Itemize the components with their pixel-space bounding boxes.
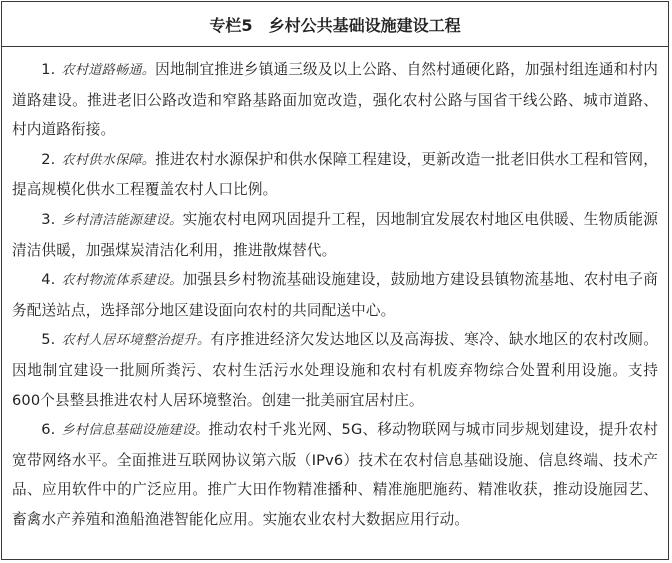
item-paragraph	[12, 205, 658, 265]
item-number: 2.	[41, 150, 56, 168]
item-body: 实施农村电网巩固提升工程，因地制宜发展农村地区电供暖、生物质能源清洁供暖，加强煤炭清洁化利用，推进散煤替代。	[12, 210, 658, 259]
item-lead: 农村道路畅通。	[61, 63, 156, 78]
item-paragraph	[12, 415, 658, 534]
item-lead: 农村供水保障。	[61, 152, 156, 168]
item-body: 推动农村千兆光网、5G、移动物联网与城市同步规划建设，提升农村宽带网络水平。全面推进互联网协议第六版（IPv6）技术在农村信息基础设施、信息终端、技术产品、应用软件中的广泛应用。推广大田作物精准播种、精准施肥施药、精准收获，推动设施园艺、畜禽水产养殖和渔船渔港智能化应用。实施农业农村大数据应用行动。	[12, 421, 658, 528]
feature-box	[1, 1, 669, 560]
item-paragraph	[12, 325, 658, 415]
item-paragraph	[12, 265, 658, 325]
item-body: 推进农村水源保护和供水保障工程建设，更新改造一批老旧供水工程和管网，提高规模化供水工程覆盖农村人口比例。	[12, 150, 658, 199]
item-paragraph	[12, 55, 658, 145]
box-title: 乡村公共基础设施建设工程	[268, 15, 461, 35]
item-number: 3.	[41, 210, 56, 228]
item-paragraph	[12, 145, 658, 205]
item-body: 有序推进经济欠发达地区以及高海拔、寒冷、缺水地区的农村改厕。因地制宜建设一批厕所粪污、农村生活污水处理设施和农村有机废弃物综合处置利用设施。支持600个县整县推进农村人居环境整治。创建一批美丽宜居村庄。	[12, 331, 658, 409]
item-number: 4.	[41, 271, 56, 289]
item-body: 因地制宜推进乡镇通三级及以上公路、自然村通硬化路，加强村组连通和村内道路建设。推进老旧公路改造和窄路基路面加宽改造，强化农村公路与国省干线公路、城市道路、村内道路衔接。	[12, 61, 658, 139]
item-body: 加强县乡村物流基础设施建设，鼓励地方建设县镇物流基地、农村电子商务配送站点，选择部分地区建设面向农村的共同配送中心。	[12, 271, 658, 319]
item-number: 1.	[41, 61, 56, 78]
box-header	[2, 2, 668, 47]
item-lead: 乡村清洁能源建设。	[61, 212, 183, 228]
item-lead: 农村物流体系建设。	[61, 273, 183, 289]
box-content	[2, 47, 668, 535]
item-number: 6.	[41, 421, 56, 439]
item-number: 5.	[41, 331, 56, 349]
item-lead: 乡村信息基础设施建设。	[61, 423, 209, 439]
item-lead: 农村人居环境整治提升。	[61, 333, 211, 349]
box-label: 专栏5	[209, 15, 253, 35]
